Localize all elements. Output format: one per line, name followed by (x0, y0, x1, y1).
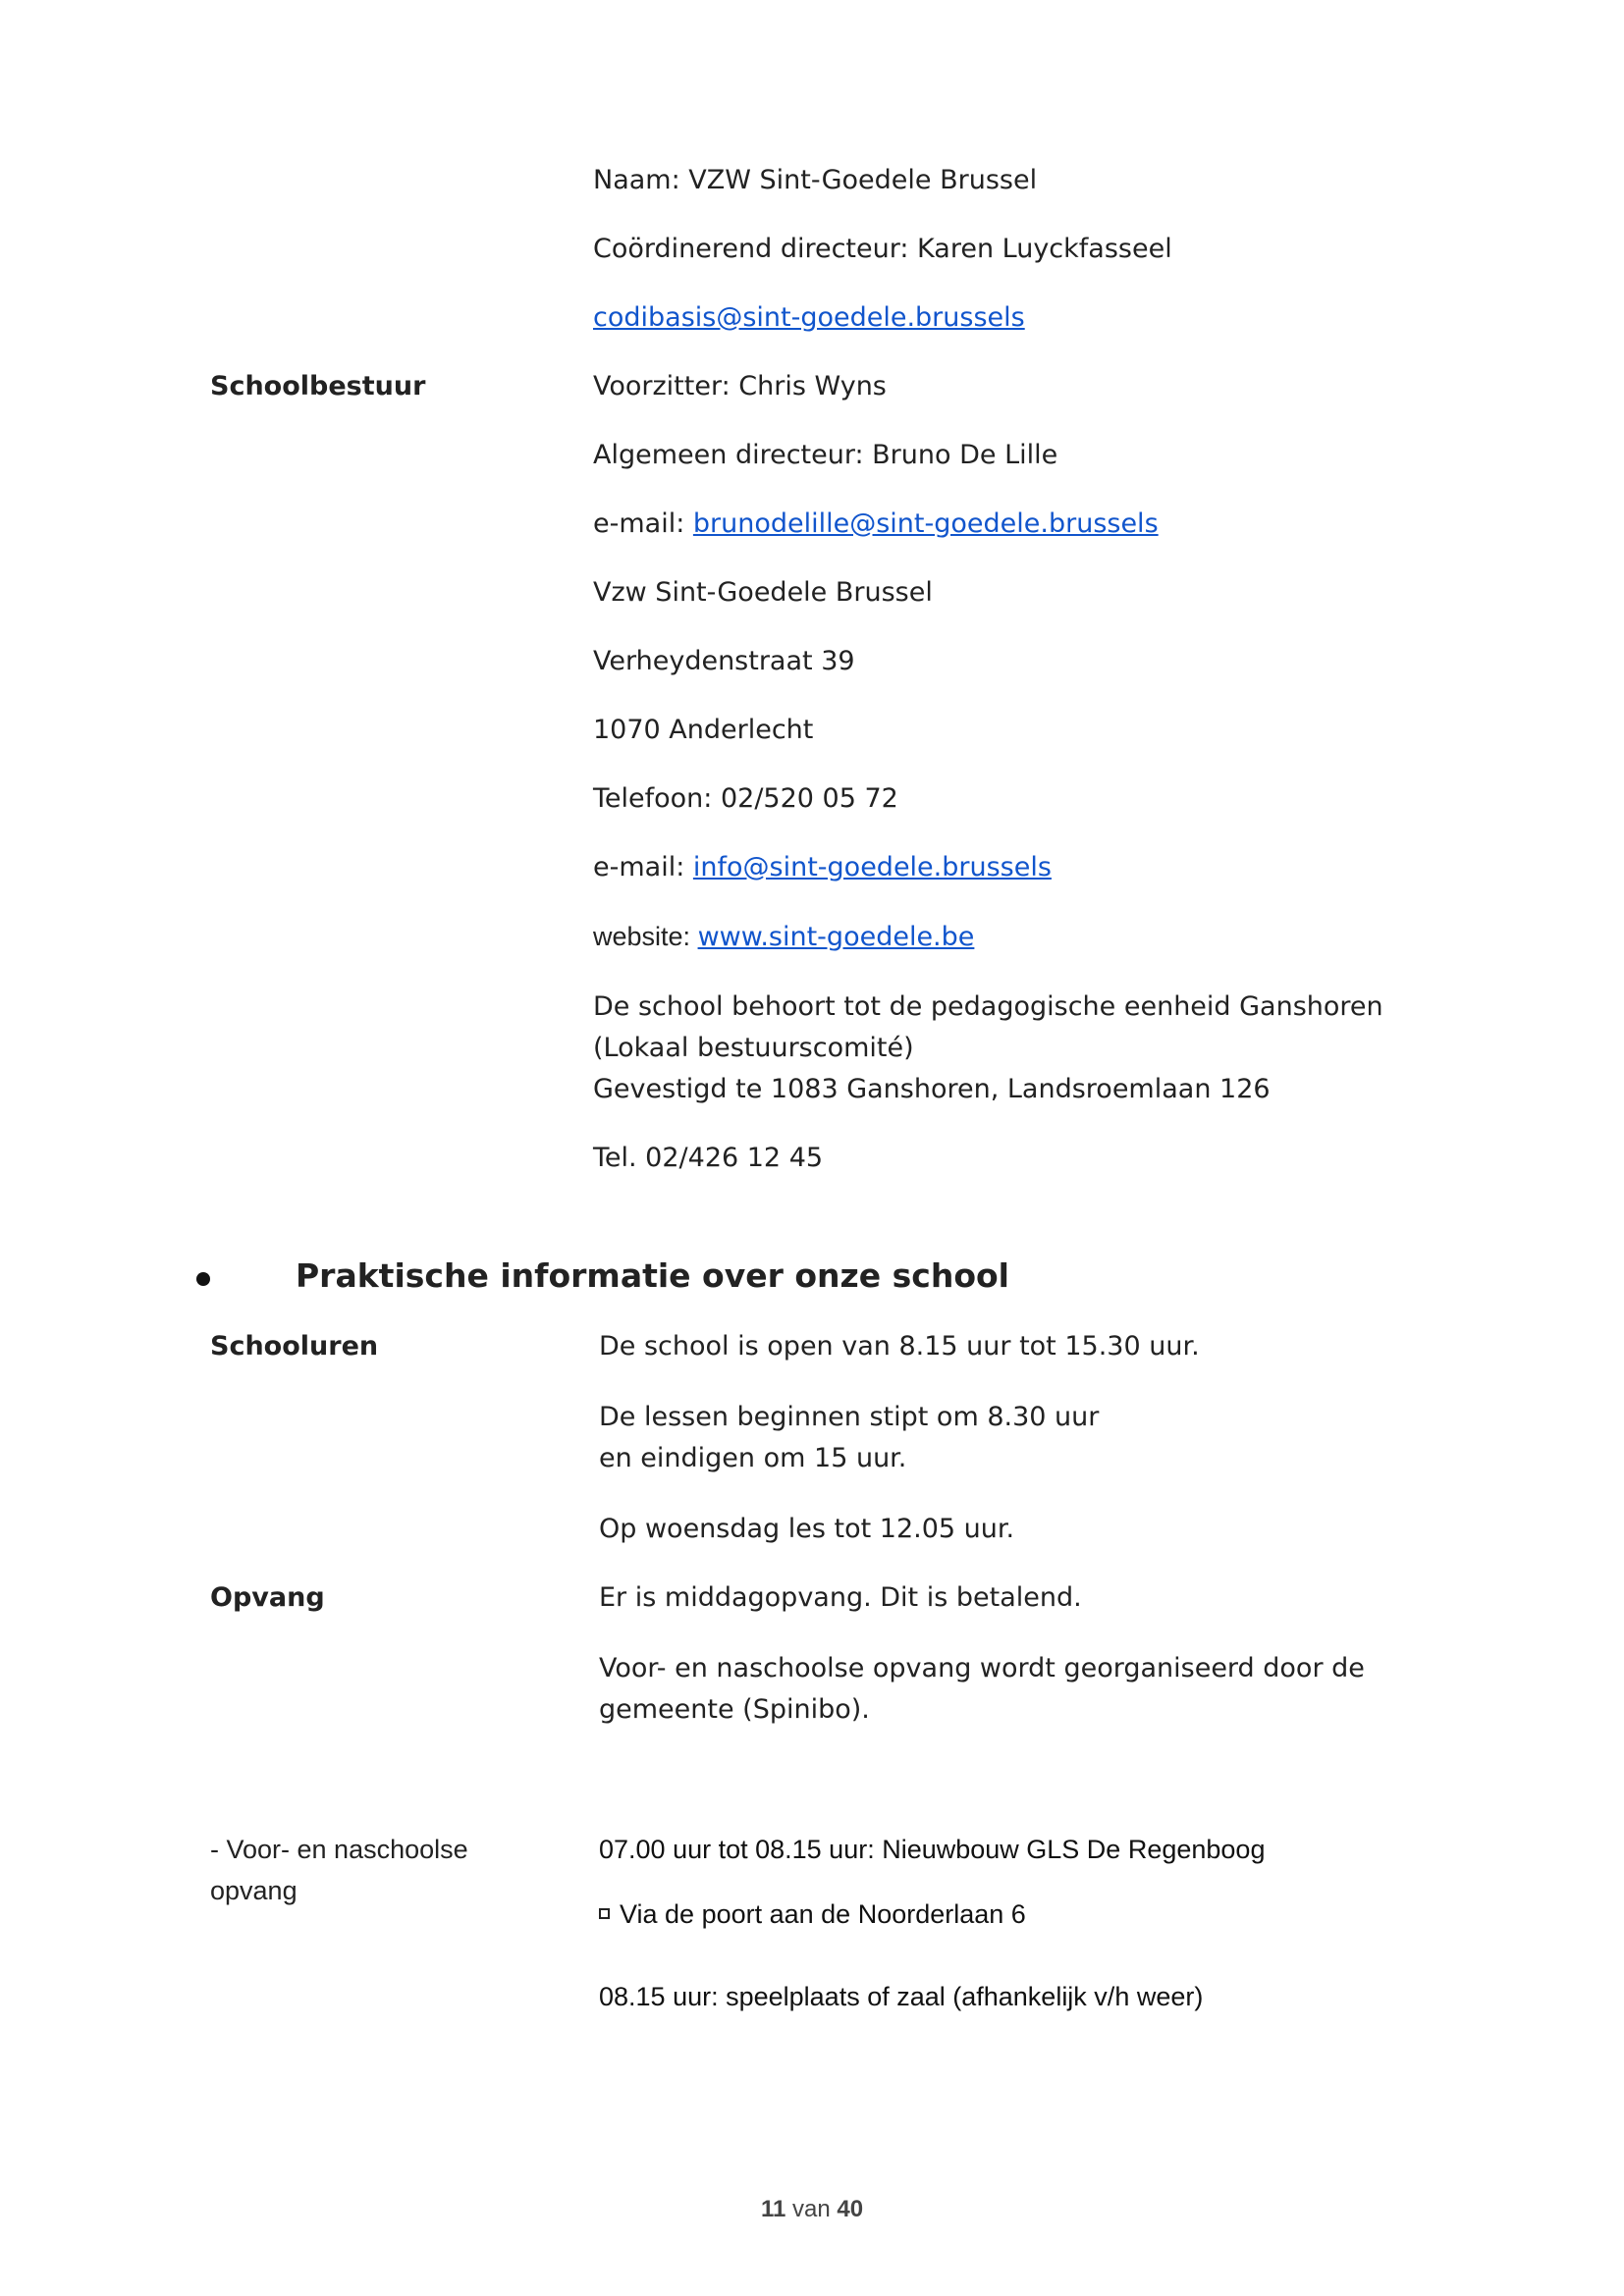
bestuur-tel: Tel. 02/426 12 45 (593, 1143, 824, 1173)
schooluren-label: Schooluren (210, 1331, 379, 1362)
bestuur-voorzitter: Voorzitter: Chris Wyns (593, 371, 887, 401)
eenheid-line3: Gevestigd te 1083 Ganshoren, Landsroemlaan 126 (593, 1074, 1271, 1104)
bullet-icon (196, 1272, 210, 1286)
info-email-link[interactable]: info@sint-goedele.brussels (692, 852, 1052, 882)
website-prefix: website: (593, 922, 698, 951)
bestuur-vzw: Vzw Sint-Goedele Brussel (593, 577, 933, 608)
voor-naschoolse-time1: 07.00 uur tot 08.15 uur: Nieuwbouw GLS De Regenboog (599, 1835, 1266, 1864)
eenheid-line2: (Lokaal bestuurscomité) (593, 1033, 914, 1063)
voor-naschoolse-time2: 08.15 uur: speelplaats of zaal (afhankelijk v/h weer) (599, 1982, 1204, 2011)
bestuur-city: 1070 Anderlecht (593, 715, 814, 745)
schooluren-open: De school is open van 8.15 uur tot 15.30 uur. (599, 1331, 1200, 1362)
coordinator-email-link[interactable]: codibasis@sint-goedele.brussels (593, 302, 1025, 333)
page-total: 40 (837, 2196, 864, 2222)
schooluren-lessen-line2: en eindigen om 15 uur. (599, 1443, 907, 1473)
page-sep: van (785, 2196, 838, 2222)
voor-naschoolse-label-line2: opvang (210, 1876, 298, 1905)
bestuur-algemeen-directeur: Algemeen directeur: Bruno De Lille (593, 440, 1058, 470)
bestuur-phone: Telefoon: 02/520 05 72 (593, 783, 898, 814)
bestuur-coordinator: Coördinerend directeur: Karen Luyckfasseel (593, 234, 1172, 264)
bestuur-info-email-row (593, 847, 1052, 888)
schooluren-lessen-line1: De lessen beginnen stipt om 8.30 uur (599, 1402, 1100, 1432)
bestuur-naam: Naam: VZW Sint-Goedele Brussel (593, 165, 1038, 195)
schoolbestuur-label: Schoolbestuur (210, 371, 426, 401)
section-heading: Praktische informatie over onze school (296, 1256, 1009, 1295)
directeur-email-link[interactable]: brunodelille@sint-goedele.brussels (692, 508, 1159, 539)
website-link[interactable]: www.sint-goedele.be (697, 922, 975, 952)
voor-naschoolse-label-line1: - Voor- en naschoolse (210, 1835, 468, 1864)
opvang-middag: Er is middagopvang. Dit is betalend. (599, 1582, 1082, 1613)
opvang-label: Opvang (210, 1582, 325, 1613)
square-bullet-icon (599, 1908, 610, 1919)
page-footer (0, 2196, 1624, 2223)
email-prefix: e-mail: (593, 508, 693, 539)
page-number: 11 (760, 2196, 786, 2222)
bestuur-coordinator-email-row (593, 297, 1025, 339)
opvang-voor-na-line2: gemeente (Spinibo). (599, 1694, 870, 1725)
schooluren-woensdag: Op woensdag les tot 12.05 uur. (599, 1514, 1015, 1544)
opvang-voor-na-line1: Voor- en naschoolse opvang wordt georganiseerd door de (599, 1653, 1365, 1683)
bestuur-website-row (593, 916, 974, 958)
voor-naschoolse-via-row (599, 1894, 1026, 1935)
bestuur-directeur-email-row (593, 504, 1159, 545)
voor-naschoolse-via: Via de poort aan de Noorderlaan 6 (620, 1899, 1026, 1929)
eenheid-line1: De school behoort tot de pedagogische eenheid Ganshoren (593, 991, 1383, 1022)
bestuur-street: Verheydenstraat 39 (593, 646, 855, 676)
email-prefix: e-mail: (593, 852, 693, 882)
